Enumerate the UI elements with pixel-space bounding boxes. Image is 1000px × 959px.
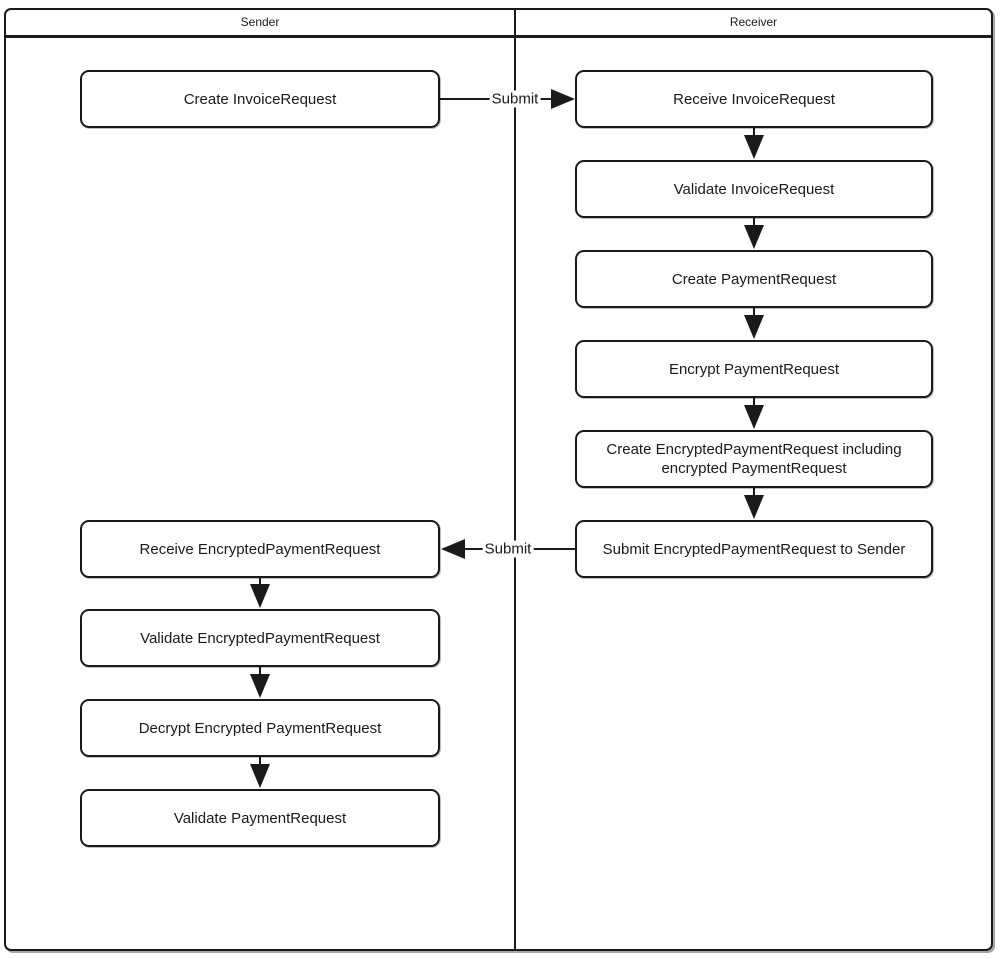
lane-header-sender <box>6 8 514 38</box>
lane-header-sender-label: Sender <box>240 14 280 29</box>
node-receive-invoice-request <box>575 70 933 128</box>
node-label: Submit EncryptedPaymentRequest to Sender <box>602 540 906 558</box>
lane-header-receiver <box>516 8 991 38</box>
node-create-invoice-request <box>80 70 440 128</box>
node-label: Encrypt PaymentRequest <box>668 360 840 378</box>
node-encrypt-payment-request <box>575 340 933 398</box>
node-label: Receive EncryptedPaymentRequest <box>139 540 381 558</box>
node-label: Create PaymentRequest <box>671 270 837 288</box>
node-validate-encrypted-payment-request <box>80 609 440 667</box>
node-validate-payment-request <box>80 789 440 847</box>
node-label: Validate InvoiceRequest <box>673 180 835 198</box>
node-create-encrypted-payment-request <box>575 430 933 488</box>
node-decrypt-encrypted-payment-request <box>80 699 440 757</box>
edge-label-submit-invoice: Submit <box>491 90 539 108</box>
node-receive-encrypted-payment-request <box>80 520 440 578</box>
lane-header-receiver-label: Receiver <box>729 14 778 29</box>
node-label: Create InvoiceRequest <box>183 90 337 108</box>
edge-label-submit-payment: Submit <box>484 540 532 558</box>
lane-divider <box>514 8 516 951</box>
node-label: Validate EncryptedPaymentRequest <box>140 629 380 647</box>
node-label: Decrypt Encrypted PaymentRequest <box>138 719 382 737</box>
node-create-payment-request <box>575 250 933 308</box>
node-label: Receive InvoiceRequest <box>673 90 835 108</box>
node-submit-encrypted-payment-request <box>575 520 933 578</box>
node-validate-invoice-request <box>575 160 933 218</box>
node-label: Create EncryptedPaymentRequest including encrypted PaymentRequest <box>606 441 902 477</box>
node-label: Validate PaymentRequest <box>173 809 347 827</box>
